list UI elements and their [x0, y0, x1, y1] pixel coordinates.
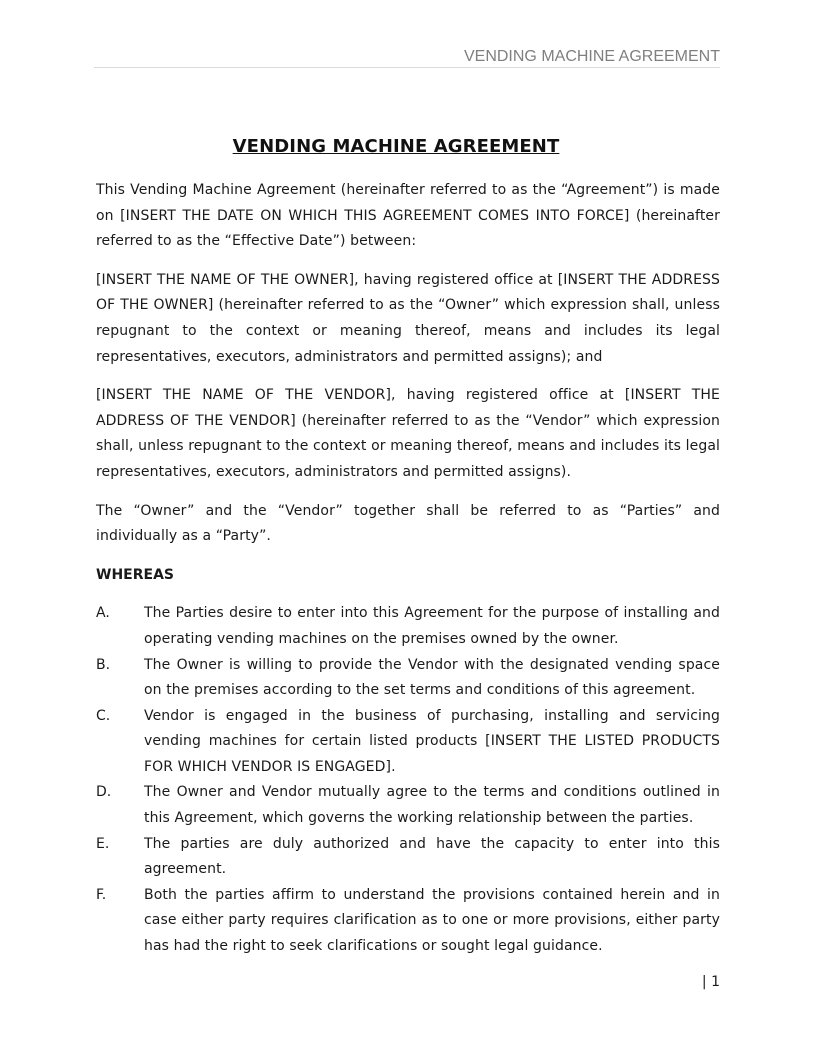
recital-item: [96, 704, 720, 781]
recital-letter: A.: [96, 605, 110, 622]
recital-text: The parties are duly authorized and have the capacity to enter into this agreement.: [144, 835, 720, 878]
recital-text: The Parties desire to enter into this Agreement for the purpose of installing and operating vending machines on the premises owned by the owner.: [144, 605, 720, 647]
recital-letter: D.: [96, 784, 112, 801]
document-page: [96, 0, 720, 1056]
document-body: [96, 178, 720, 960]
document-title: VENDING MACHINE AGREEMENT: [232, 136, 560, 157]
recital-item: [96, 780, 720, 831]
recital-letter: F.: [96, 886, 107, 903]
recital-text: Both the parties affirm to understand the provisions contained herein and in case either party requires clarification as to one or more provisions, either party has had the right to seek clarifications or sought legal guidance.: [144, 886, 720, 955]
recital-item: [96, 883, 720, 960]
intro-paragraph: This Vending Machine Agreement (hereinafter referred to as the “Agreement”) is made on [INSERT THE DATE ON WHICH THIS AGREEMENT COMES INTO FORCE] (hereinafter referred to as the “Effective Date”) between:: [96, 182, 720, 250]
recital-letter: C.: [96, 707, 111, 724]
recitals-list: [96, 601, 720, 959]
recital-item: [96, 832, 720, 883]
recital-text: The Owner and Vendor mutually agree to the terms and conditions outlined in this Agreement, which governs the working relationship between the parties.: [144, 784, 720, 827]
recital-text: Vendor is engaged in the business of purchasing, installing and servicing vending machines for certain listed products [INSERT THE LISTED PRODUCTS FOR WHICH VENDOR IS ENGAGED].: [144, 707, 720, 775]
recital-text: The Owner is willing to provide the Vendor with the designated vending space on the premises according to the set terms and conditions of this agreement.: [144, 656, 720, 699]
vendor-paragraph: [INSERT THE NAME OF THE VENDOR], having registered office at [INSERT THE ADDRESS OF THE VENDOR] (hereinafter referred to as the “Vendor” which expression shall, unless repugnant to the context or meaning thereof, means and includes its legal representatives, executors, administrators and permitted assigns).: [96, 387, 720, 480]
page-number: | 1: [701, 974, 720, 990]
recital-letter: E.: [96, 835, 110, 852]
parties-paragraph: The “Owner” and the “Vendor” together shall be referred to as “Parties” and individually as a “Party”.: [96, 502, 720, 545]
whereas-heading: WHEREAS: [96, 566, 174, 583]
owner-paragraph: [INSERT THE NAME OF THE OWNER], having registered office at [INSERT THE ADDRESS OF THE OWNER] (hereinafter referred to as the “Owner” which expression shall, unless repugnant to the context or meaning thereof, means and includes its legal representatives, executors, administrators and permitted assigns); and: [96, 271, 720, 365]
running-header: VENDING MACHINE AGREEMENT: [94, 48, 720, 68]
recital-item: [96, 653, 720, 704]
recital-letter: B.: [96, 656, 111, 673]
recital-item: [96, 601, 720, 652]
